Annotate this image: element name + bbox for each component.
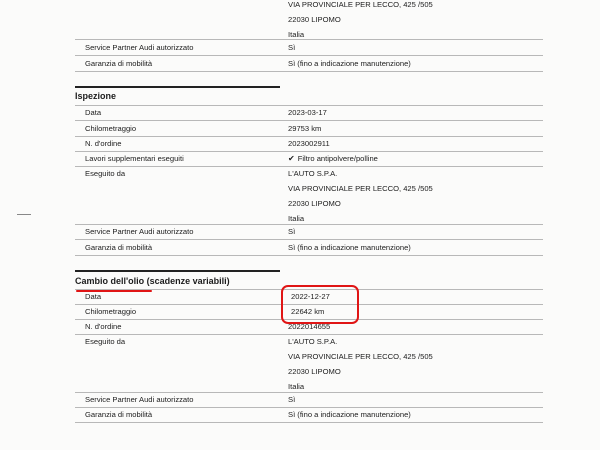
ispezione-garanzia-row <box>75 240 543 256</box>
garanzia-value: Sì (fino a indicazione manutenzione) <box>288 59 411 68</box>
ispezione-data-row <box>75 105 543 121</box>
eseguito-company: L'AUTO S.P.A. <box>288 169 338 178</box>
km-label: Chilometraggio <box>85 307 137 316</box>
km-value: 22642 km <box>291 307 325 316</box>
ordine-value: 2023002911 <box>288 139 330 148</box>
garanzia-value: Sì (fino a indicazione manutenzione) <box>288 243 411 252</box>
lavori-text: Filtro antipolvere/polline <box>297 154 378 163</box>
ispezione-km-row <box>75 121 543 137</box>
olio-ordine-row <box>75 319 543 335</box>
ispezione-eseguito-row <box>75 166 543 181</box>
section-bar <box>75 86 280 88</box>
data-value: 2022-12-27 <box>291 292 330 301</box>
service-partner-label: Service Partner Audi autorizzato <box>85 227 194 236</box>
olio-eseguito-row <box>75 334 543 349</box>
eseguito-address-line1: VIA PROVINCIALE PER LECCO, 425 /505 <box>288 352 433 361</box>
top-country: Italia <box>288 30 305 39</box>
eseguito-country: Italia <box>288 382 305 391</box>
garanzia-label: Garanzia di mobilità <box>85 243 153 252</box>
ispezione-service-partner-row <box>75 224 543 240</box>
eseguito-address-line2: 22030 LIPOMO <box>288 367 341 376</box>
ordine-value: 2022014655 <box>288 322 331 331</box>
service-partner-label: Service Partner Audi autorizzato <box>85 43 194 52</box>
km-label: Chilometraggio <box>85 124 137 133</box>
top-address-line1: VIA PROVINCIALE PER LECCO, 425 /505 <box>288 0 433 9</box>
olio-garanzia-row <box>75 407 543 423</box>
ordine-label: N. d'ordine <box>85 322 122 331</box>
olio-service-partner-row <box>75 392 543 408</box>
garanzia-value: Sì (fino a indicazione manutenzione) <box>288 410 411 419</box>
check-icon: ✔ <box>288 154 295 163</box>
ispezione-lavori-row <box>75 151 543 167</box>
service-partner-value: Sì <box>288 227 296 236</box>
section-title-cambio-olio: Cambio dell'olio (scadenze variabili) <box>75 276 230 286</box>
garanzia-label: Garanzia di mobilità <box>85 410 153 419</box>
data-label: Data <box>85 108 102 117</box>
section-title-ispezione: Ispezione <box>75 91 117 101</box>
margin-dash <box>17 214 31 215</box>
garanzia-label: Garanzia di mobilità <box>85 59 153 68</box>
ordine-label: N. d'ordine <box>85 139 122 148</box>
service-partner-label: Service Partner Audi autorizzato <box>85 395 194 404</box>
data-value: 2023-03-17 <box>288 108 327 117</box>
top-garanzia-row <box>75 56 543 72</box>
top-address-line2: 22030 LIPOMO <box>288 15 341 24</box>
eseguito-company: L'AUTO S.P.A. <box>288 337 338 346</box>
top-service-partner-row <box>75 40 543 56</box>
km-value: 29753 km <box>288 124 322 133</box>
data-label: Data <box>85 292 102 301</box>
lavori-label: Lavori supplementari eseguiti <box>85 154 184 163</box>
ispezione-ordine-row <box>75 136 543 152</box>
eseguito-country: Italia <box>288 214 305 223</box>
service-partner-value: Sì <box>288 43 296 52</box>
eseguito-label: Eseguito da <box>85 337 126 346</box>
service-partner-value: Sì <box>288 395 296 404</box>
eseguito-address-line2: 22030 LIPOMO <box>288 199 341 208</box>
lavori-value <box>288 151 378 166</box>
eseguito-address-line1: VIA PROVINCIALE PER LECCO, 425 /505 <box>288 184 433 193</box>
eseguito-label: Eseguito da <box>85 169 126 178</box>
section-bar <box>75 270 280 272</box>
